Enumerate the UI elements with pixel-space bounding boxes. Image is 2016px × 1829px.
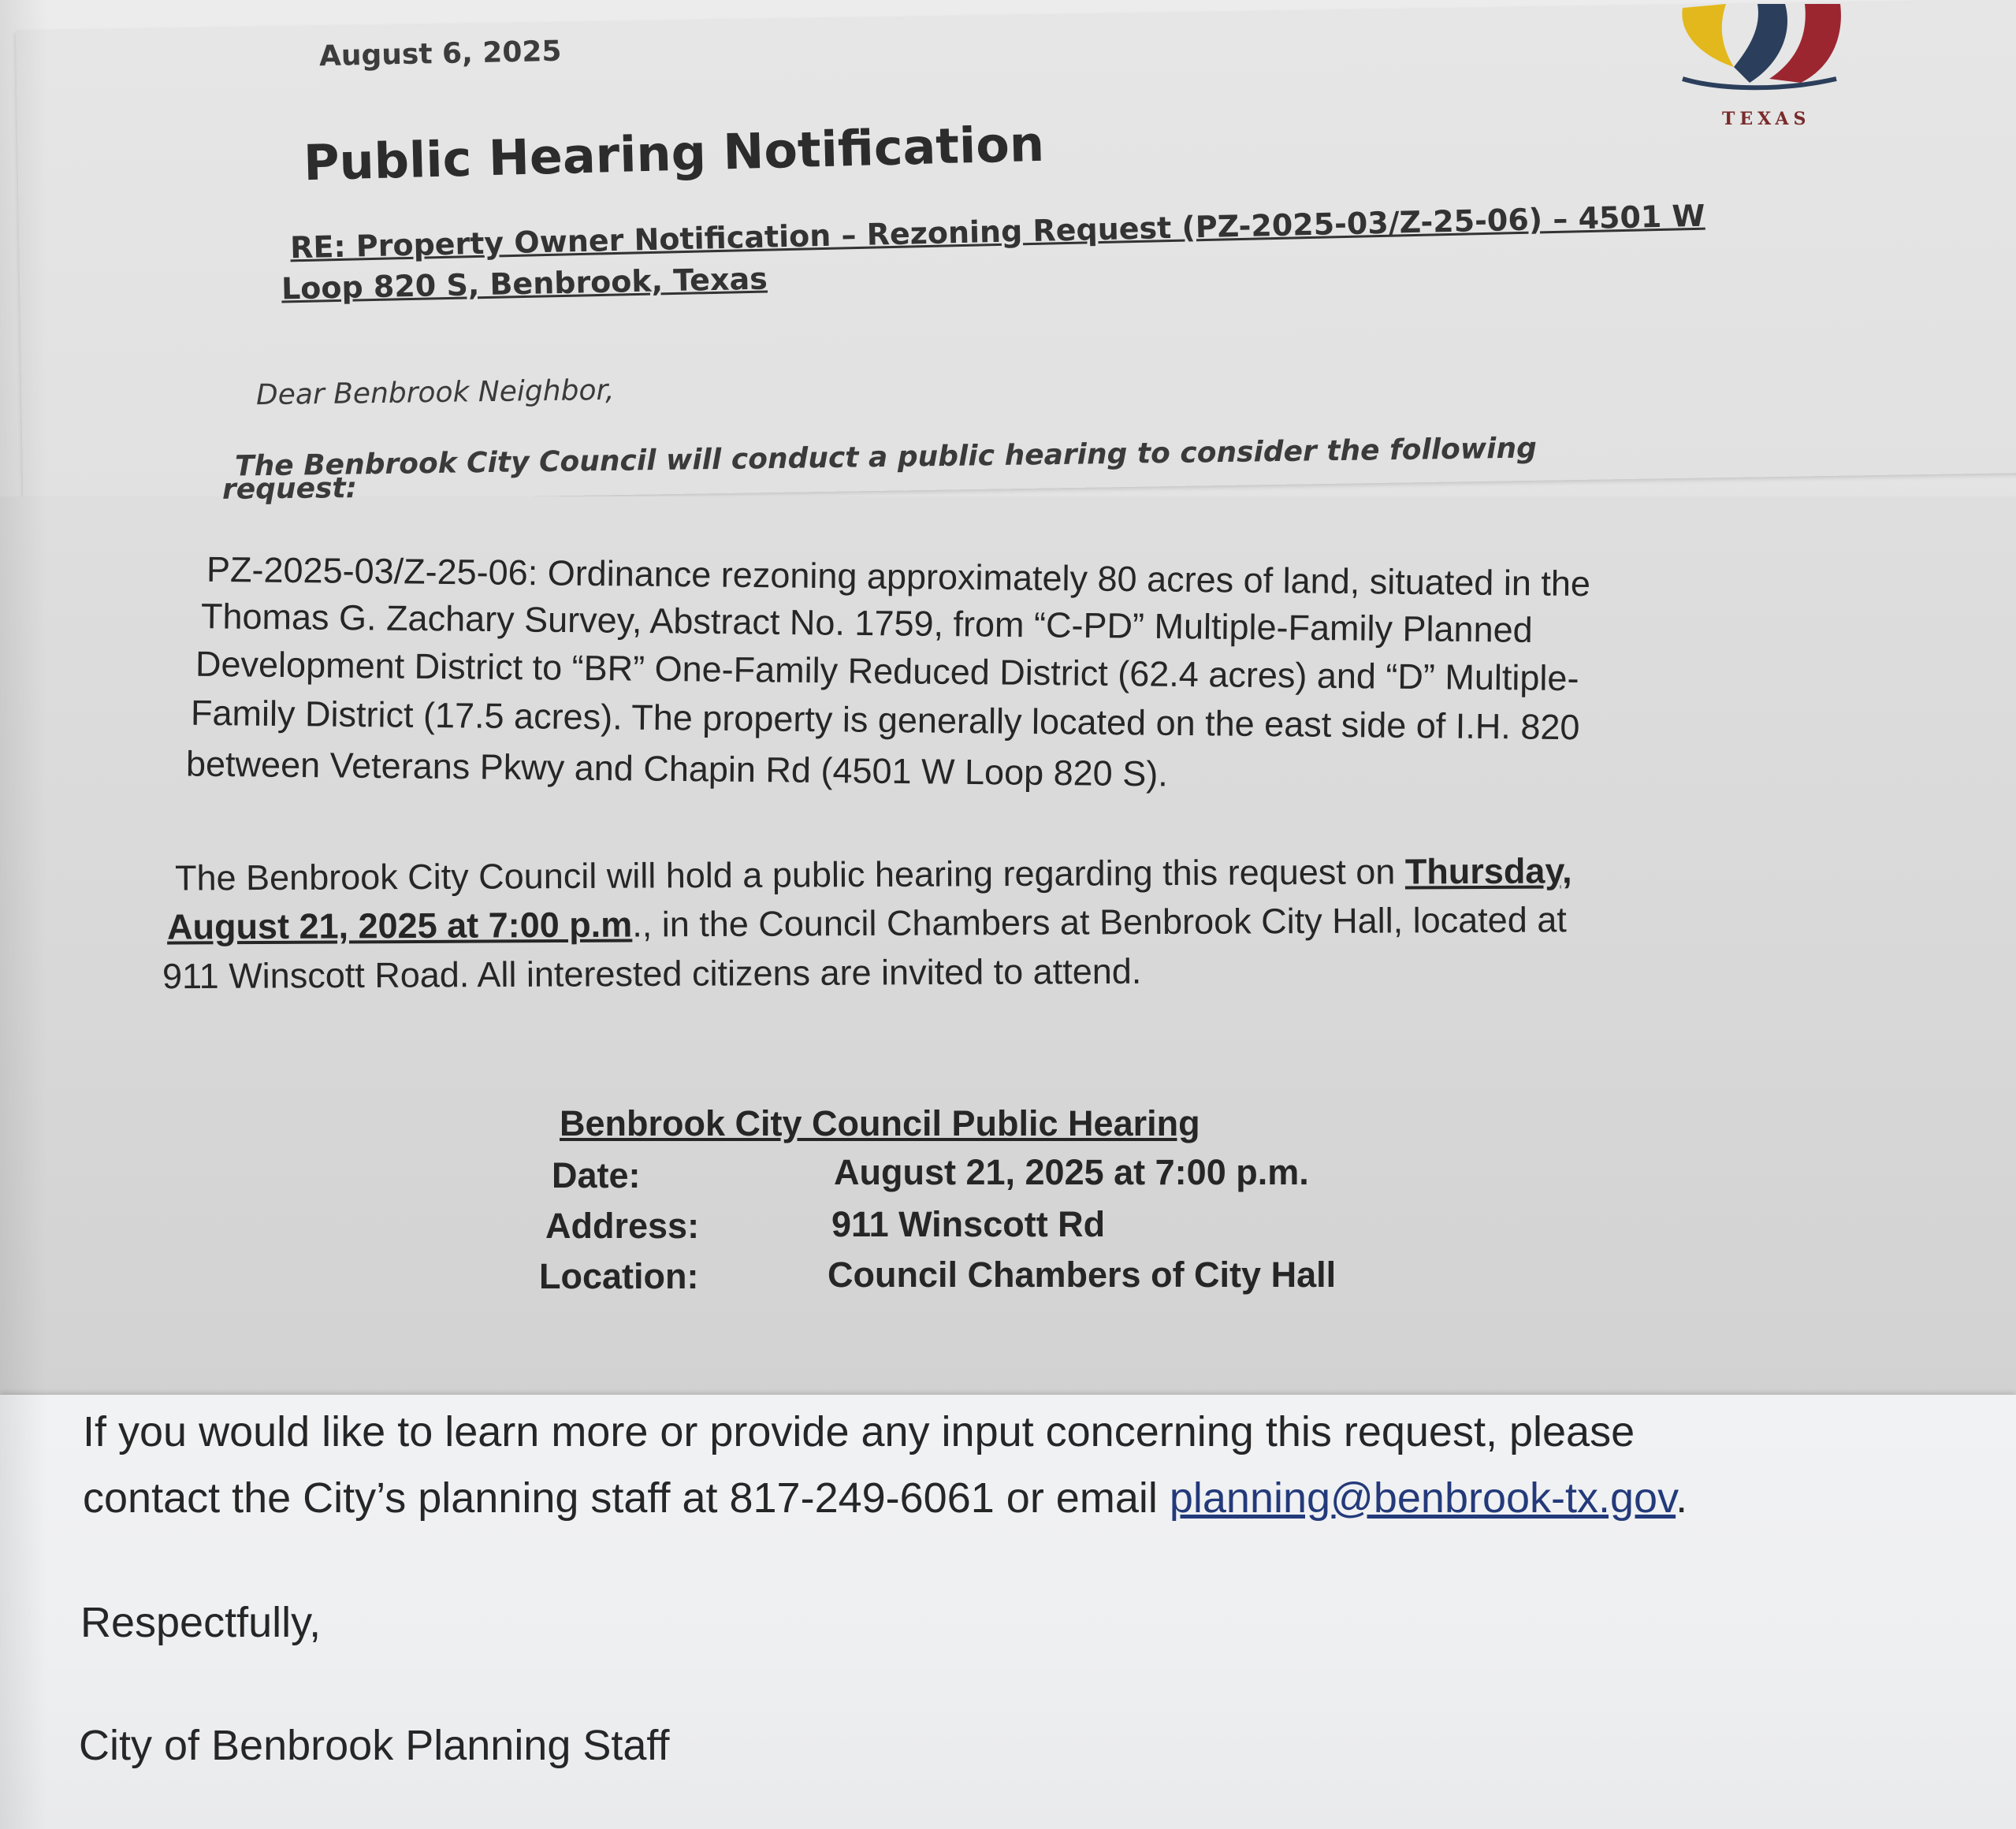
- signature: City of Benbrook Planning Staff: [79, 1722, 670, 1769]
- contact-line-1: If you would like to learn more or provide any input concerning this request, please: [83, 1408, 1635, 1455]
- logo-text: TEXAS: [1722, 109, 1811, 129]
- hearing-text: ., in the Council Chambers at Benbrook City Hall, located at: [632, 899, 1567, 945]
- ordinance-line: between Veterans Pkwy and Chapin Rd (4501 W Loop 820 S).: [185, 743, 1169, 794]
- re-line-1: RE: Property Owner Notification – Rezoning Request (PZ-2025-03/Z-25-06) – 4501 W: [289, 198, 1705, 266]
- hearing-day: Thursday,: [1404, 850, 1572, 892]
- contact-period: .: [1676, 1474, 1688, 1522]
- ordinance-line: Family District (17.5 acres). The property is generally located on the east side of I.H. 820: [190, 692, 1580, 748]
- hearing-box-heading: Benbrook City Council Public Hearing: [560, 1103, 1200, 1143]
- address-label: Address:: [545, 1206, 700, 1246]
- contact-line-2: [83, 1474, 1687, 1522]
- email-link[interactable]: planning@benbrook-tx.gov: [1169, 1474, 1676, 1522]
- salutation: Dear Benbrook Neighbor,: [255, 374, 615, 412]
- letter-date: August 6, 2025: [318, 35, 562, 73]
- intro-line-1: The Benbrook City Council will conduct a public hearing to consider the following: [234, 432, 1538, 483]
- re-line-2: Loop 820 S, Benbrook, Texas: [281, 261, 768, 307]
- edge-shadow: [0, 0, 47, 1829]
- hearing-datetime: August 21, 2025 at 7:00 p.m: [166, 904, 633, 947]
- date-value: August 21, 2025 at 7:00 p.m.: [834, 1152, 1309, 1192]
- ordinance-line: Thomas G. Zachary Survey, Abstract No. 1759, from “C-PD” Multiple-Family Planned: [200, 596, 1533, 650]
- location-value: Council Chambers of City Hall: [828, 1255, 1337, 1295]
- city-logo-icon: [1675, 0, 1852, 102]
- hearing-text: The Benbrook City Council will hold a public hearing regarding this request on: [174, 851, 1405, 898]
- hearing-line-1: [175, 850, 1572, 898]
- ordinance-line: Development District to “BR” One-Family Reduced District (62.4 acres) and “D” Multiple-: [195, 643, 1579, 699]
- date-label: Date:: [552, 1155, 641, 1195]
- hearing-line-3: 911 Winscott Road. All interested citizens are invited to attend.: [162, 950, 1142, 997]
- intro-line-2: request:: [221, 472, 358, 506]
- hearing-line-2: [167, 899, 1567, 947]
- ordinance-line: PZ-2025-03/Z-25-06: Ordinance rezoning approximately 80 acres of land, situated in the: [206, 548, 1591, 604]
- letter-title: Public Hearing Notification: [303, 114, 1045, 192]
- address-value: 911 Winscott Rd: [831, 1204, 1106, 1244]
- location-label: Location:: [539, 1256, 699, 1296]
- valediction: Respectfully,: [80, 1599, 322, 1646]
- contact-text: contact the City’s planning staff at 817-249-6061 or email: [83, 1474, 1170, 1522]
